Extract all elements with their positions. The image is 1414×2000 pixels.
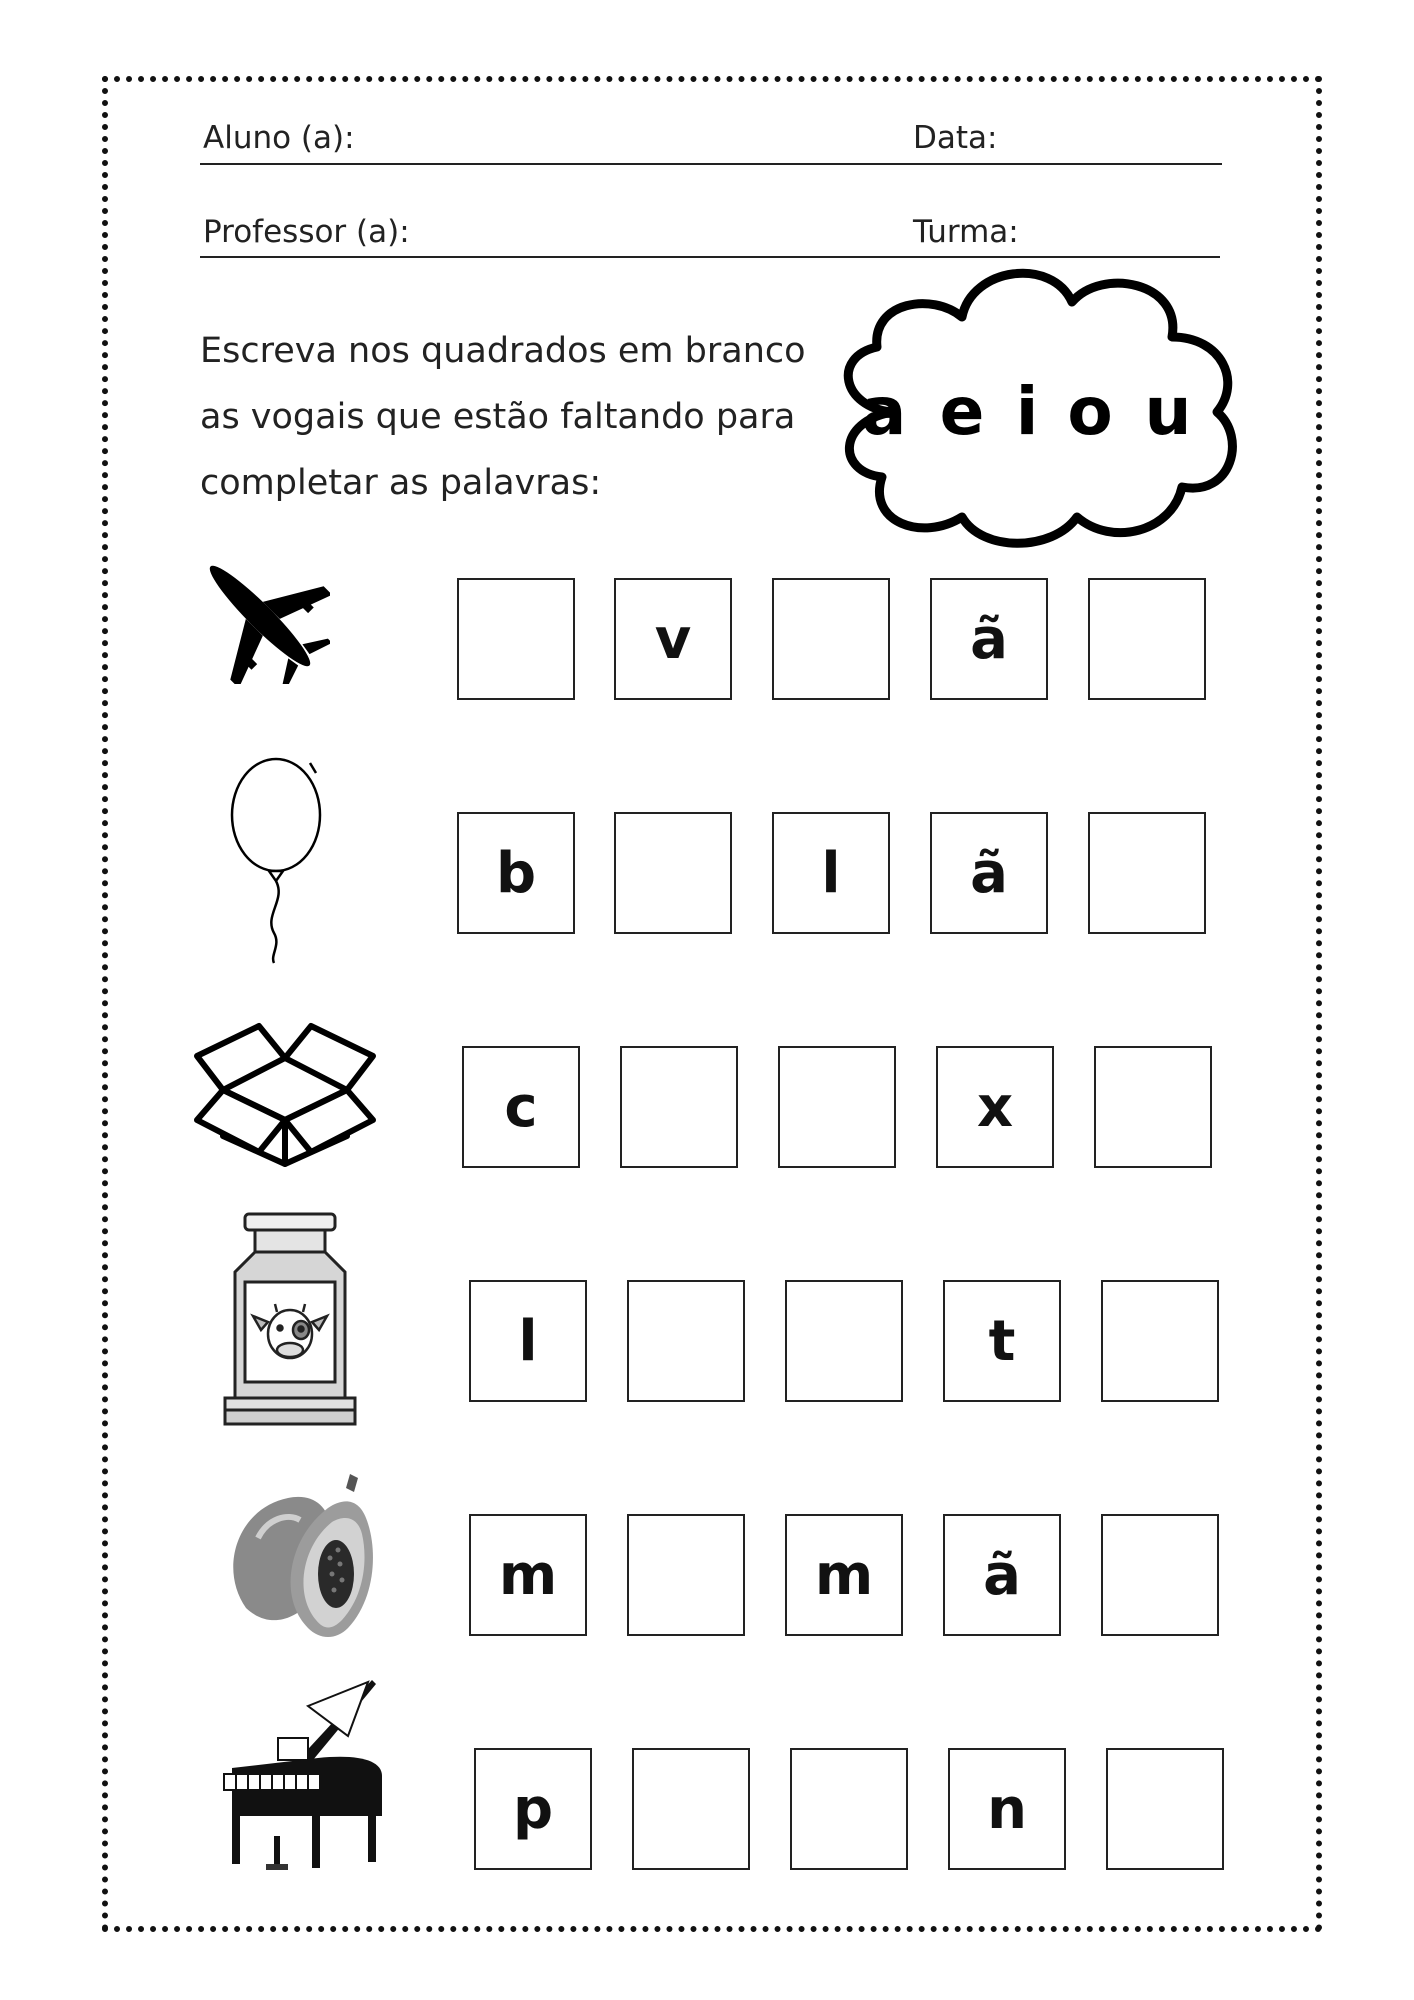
letter-box[interactable] [790,1748,908,1870]
letter-box[interactable]: v [614,578,732,700]
letter-box[interactable] [772,578,890,700]
letter-box[interactable] [1101,1280,1219,1402]
letter-box[interactable]: ã [930,812,1048,934]
cloud-icon [822,262,1248,552]
letter-box[interactable]: m [785,1514,903,1636]
letter-box[interactable] [785,1280,903,1402]
letter-box[interactable]: n [948,1748,1066,1870]
student-date-line[interactable] [200,163,1222,165]
cloud-vowel-u: u [1144,373,1192,450]
airplane-icon [190,548,330,684]
letter-box[interactable] [457,578,575,700]
letter-box[interactable] [1094,1046,1212,1168]
letter-box[interactable]: ã [930,578,1048,700]
letter-box[interactable]: x [936,1046,1054,1168]
date-label: Data: [913,120,998,156]
letter-box[interactable]: c [462,1046,580,1168]
cloud-vowel-o: o [1067,373,1113,450]
letter-box[interactable]: t [943,1280,1061,1402]
instruction-line-1: Escreva nos quadrados em branco [200,331,806,371]
milk-can-icon [223,1212,359,1426]
letter-box[interactable] [627,1280,745,1402]
letter-box[interactable] [1088,578,1206,700]
letter-box[interactable]: l [772,812,890,934]
letter-box[interactable] [778,1046,896,1168]
box-icon [193,1012,377,1168]
cloud-vowel-e: e [939,373,985,450]
vowels-cloud [822,262,1248,552]
letter-box[interactable]: m [469,1514,587,1636]
teacher-class-line[interactable] [200,256,1220,258]
cloud-vowel-i: i [1015,373,1039,450]
class-label: Turma: [913,214,1019,250]
letter-box[interactable]: p [474,1748,592,1870]
teacher-label: Professor (a): [203,214,410,250]
instruction-line-2: as vogais que estão faltando para [200,397,796,437]
letter-box[interactable] [1088,812,1206,934]
letter-box[interactable] [620,1046,738,1168]
letter-box[interactable] [1101,1514,1219,1636]
letter-box[interactable] [632,1748,750,1870]
letter-box[interactable]: ã [943,1514,1061,1636]
letter-box[interactable]: l [469,1280,587,1402]
letter-box[interactable] [1106,1748,1224,1870]
instructions [200,318,806,516]
cloud-vowel-a: a [861,373,907,450]
piano-icon [218,1676,384,1876]
student-label: Aluno (a): [203,120,355,156]
instruction-line-3: completar as palavras: [200,463,602,503]
letter-box[interactable] [614,812,732,934]
letter-box[interactable] [627,1514,745,1636]
papaya-icon [228,1468,378,1642]
balloon-icon [226,755,326,965]
letter-box[interactable]: b [457,812,575,934]
